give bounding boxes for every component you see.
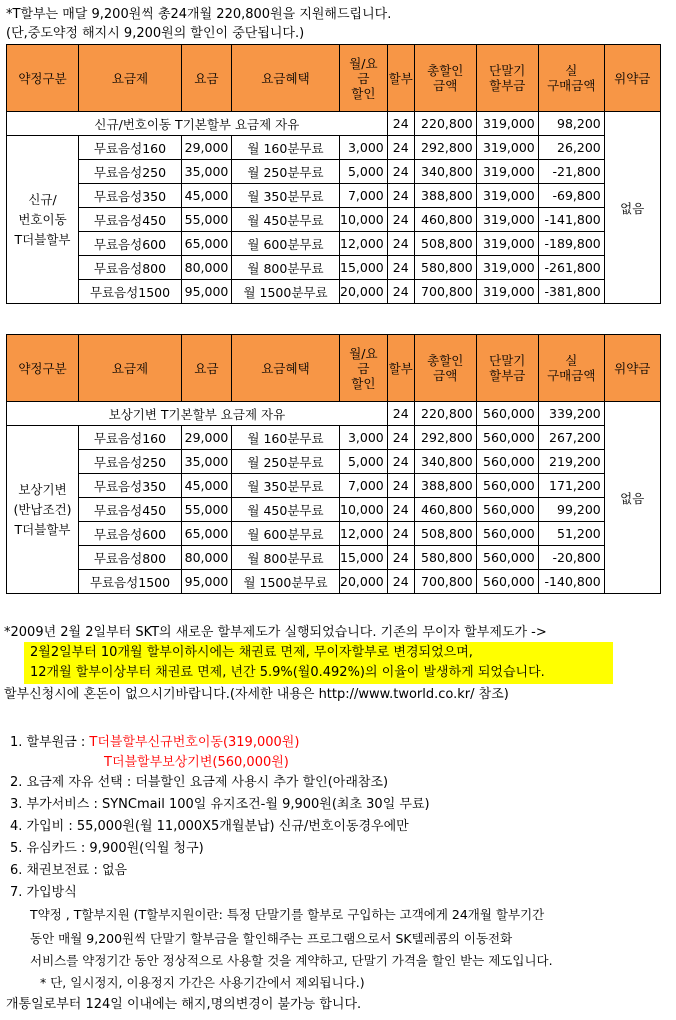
cell-benefit: 월 1500분무료 xyxy=(232,570,340,594)
table-row xyxy=(7,160,661,184)
cell-actual-price: 339,200 xyxy=(538,402,604,426)
cell-device-price: 560,000 xyxy=(476,546,538,570)
table-row xyxy=(7,498,661,522)
cell-installment: 24 xyxy=(387,522,414,546)
cell-fee: 55,000 xyxy=(182,498,232,522)
header-plan: 요금제 xyxy=(79,45,182,112)
list-paragraph-3: 서비스를 약정기간 동안 정상적으로 사용할 것을 계약하고, 단말기 가격을 할인 받는 제도입니다. xyxy=(30,953,553,968)
cell-discount: 12,000 xyxy=(340,522,388,546)
cell-fee: 35,000 xyxy=(182,450,232,474)
cell-discount: 10,000 xyxy=(340,208,388,232)
list-item-1-red-1: T더블할부신규번호이동(319,000원) xyxy=(89,735,300,750)
header-contract: 약정구분 xyxy=(7,45,79,112)
cell-discount: 7,000 xyxy=(340,184,388,208)
cell-actual-price: -381,800 xyxy=(538,280,604,304)
cell-installment: 24 xyxy=(387,136,414,160)
cell-device-price: 319,000 xyxy=(476,112,538,136)
list-paragraph-4: * 단, 일시정지, 이용정지 가간은 사용기간에서 제외됩니다.) xyxy=(40,975,365,990)
cell-actual-price: -21,800 xyxy=(538,160,604,184)
cell-benefit: 월 250분무료 xyxy=(232,450,340,474)
cell-discount: 3,000 xyxy=(340,136,388,160)
cell-plan: 무료음성160 xyxy=(79,426,182,450)
cell-plan: 무료음성350 xyxy=(79,474,182,498)
cell-fee: 29,000 xyxy=(182,136,232,160)
cell-benefit: 월 1500분무료 xyxy=(232,280,340,304)
header-total-discount: 총할인 금액 xyxy=(414,335,476,402)
cell-actual-price: -69,800 xyxy=(538,184,604,208)
list-item-1 xyxy=(10,734,299,752)
table-row xyxy=(7,570,661,594)
cell-fee: 95,000 xyxy=(182,280,232,304)
table-row xyxy=(7,450,661,474)
table-row xyxy=(7,426,661,450)
cell-installment: 24 xyxy=(387,426,414,450)
cell-installment: 24 xyxy=(387,184,414,208)
cell-benefit: 월 600분무료 xyxy=(232,232,340,256)
cell-fee: 65,000 xyxy=(182,522,232,546)
group-label: 신규/ 번호이동 T더블할부 xyxy=(7,136,79,304)
cell-plan: 무료음성1500 xyxy=(79,280,182,304)
cell-total-discount: 220,800 xyxy=(414,402,476,426)
cell-plan: 무료음성450 xyxy=(79,498,182,522)
cell-benefit: 월 800분무료 xyxy=(232,256,340,280)
cell-discount: 12,000 xyxy=(340,232,388,256)
table-row xyxy=(7,522,661,546)
cell-total-discount: 292,800 xyxy=(414,136,476,160)
cell-installment: 24 xyxy=(387,256,414,280)
header-device-price: 단말기 할부금 xyxy=(476,45,538,112)
cell-device-price: 319,000 xyxy=(476,184,538,208)
free-plan-label: 보상기변 T기본할부 요금제 자유 xyxy=(7,402,388,426)
cell-total-discount: 388,800 xyxy=(414,474,476,498)
cell-device-price: 319,000 xyxy=(476,208,538,232)
cell-installment: 24 xyxy=(387,546,414,570)
cell-device-price: 319,000 xyxy=(476,280,538,304)
cell-discount: 20,000 xyxy=(340,280,388,304)
cell-fee: 80,000 xyxy=(182,546,232,570)
cell-plan: 무료음성600 xyxy=(79,232,182,256)
final-notice: 개통일로부터 124일 이내에는 해지,명의변경이 불가능 합니다. xyxy=(6,997,362,1012)
table-row xyxy=(7,546,661,570)
cell-actual-price: 99,200 xyxy=(538,498,604,522)
cell-benefit: 월 160분무료 xyxy=(232,426,340,450)
cell-discount: 5,000 xyxy=(340,160,388,184)
table-row-free xyxy=(7,402,661,426)
intro-line-1: *T할부는 매달 9,200원씩 총24개월 220,800원을 지원해드립니다. xyxy=(6,7,392,22)
group-label: 보상기변 (반납조건) T더블할부 xyxy=(7,426,79,594)
cell-total-discount: 580,800 xyxy=(414,256,476,280)
cell-plan: 무료음성1500 xyxy=(79,570,182,594)
cell-plan: 무료음성250 xyxy=(79,160,182,184)
list-item-3: 3. 부가서비스 : SYNCmail 100일 유지조건-월 9,900원(최초 30일 무료) xyxy=(10,797,430,812)
notice-highlight-line-1: 2월2일부터 10개월 할부이하시에는 채권료 면제, 무이자할부로 변경되었으며, xyxy=(30,645,473,660)
cell-installment: 24 xyxy=(387,450,414,474)
list-item-1-label: 1. 할부원금 : xyxy=(10,735,90,750)
table-header-row xyxy=(7,45,661,112)
table-row xyxy=(7,232,661,256)
penalty-cell: 없음 xyxy=(604,402,660,594)
cell-total-discount: 220,800 xyxy=(414,112,476,136)
header-actual-price: 실 구매금액 xyxy=(538,335,604,402)
list-paragraph-2: 동안 매월 9,200원씩 단말기 할부금을 할인해주는 프로그램으로서 SK텔레콤의 이동전화 xyxy=(30,931,513,946)
cell-installment: 24 xyxy=(387,208,414,232)
table-row xyxy=(7,208,661,232)
pricing-table-new xyxy=(6,44,661,304)
header-actual-price: 실 구매금액 xyxy=(538,45,604,112)
cell-actual-price: 26,200 xyxy=(538,136,604,160)
cell-device-price: 560,000 xyxy=(476,498,538,522)
list-item-2: 2. 요금제 자유 선택 : 더블할인 요금제 사용시 추가 할인(아래참조) xyxy=(10,775,389,790)
table-row-free xyxy=(7,112,661,136)
list-item-7: 7. 가입방식 xyxy=(10,885,77,900)
cell-benefit: 월 250분무료 xyxy=(232,160,340,184)
header-benefit: 요금혜택 xyxy=(232,335,340,402)
cell-plan: 무료음성160 xyxy=(79,136,182,160)
cell-device-price: 560,000 xyxy=(476,522,538,546)
cell-installment: 24 xyxy=(387,280,414,304)
cell-benefit: 월 350분무료 xyxy=(232,184,340,208)
cell-plan: 무료음성600 xyxy=(79,522,182,546)
cell-benefit: 월 350분무료 xyxy=(232,474,340,498)
cell-installment: 24 xyxy=(387,570,414,594)
cell-plan: 무료음성250 xyxy=(79,450,182,474)
header-device-price: 단말기 할부금 xyxy=(476,335,538,402)
header-fee: 요금 xyxy=(182,335,232,402)
notice-highlight-line-2: 12개월 할부이상부터 채권료 면제, 년간 5.9%(월0.492%)의 이율이 발생하게 되었습니다. xyxy=(30,665,545,680)
cell-installment: 24 xyxy=(387,498,414,522)
header-fee: 요금 xyxy=(182,45,232,112)
cell-actual-price: 267,200 xyxy=(538,426,604,450)
cell-discount: 10,000 xyxy=(340,498,388,522)
list-item-6: 6. 채권보전료 : 없음 xyxy=(10,863,128,878)
cell-fee: 45,000 xyxy=(182,474,232,498)
table-row xyxy=(7,474,661,498)
cell-discount: 15,000 xyxy=(340,256,388,280)
cell-actual-price: -20,800 xyxy=(538,546,604,570)
cell-actual-price: 219,200 xyxy=(538,450,604,474)
cell-discount: 5,000 xyxy=(340,450,388,474)
cell-benefit: 월 450분무료 xyxy=(232,498,340,522)
cell-total-discount: 700,800 xyxy=(414,280,476,304)
table-row xyxy=(7,256,661,280)
cell-total-discount: 460,800 xyxy=(414,208,476,232)
cell-fee: 95,000 xyxy=(182,570,232,594)
cell-fee: 35,000 xyxy=(182,160,232,184)
cell-device-price: 560,000 xyxy=(476,426,538,450)
cell-fee: 29,000 xyxy=(182,426,232,450)
table-row xyxy=(7,184,661,208)
cell-device-price: 319,000 xyxy=(476,136,538,160)
header-installment: 할부 xyxy=(387,335,414,402)
intro-line-2: (단,중도약정 해지시 9,200원의 할인이 중단됩니다.) xyxy=(6,26,305,41)
cell-benefit: 월 160분무료 xyxy=(232,136,340,160)
free-plan-label: 신규/번호이동 T기본할부 요금제 자유 xyxy=(7,112,388,136)
cell-fee: 80,000 xyxy=(182,256,232,280)
cell-benefit: 월 450분무료 xyxy=(232,208,340,232)
list-item-4: 4. 가입비 : 55,000원(월 11,000X5개월분납) 신규/번호이동경우에만 xyxy=(10,819,409,834)
cell-discount: 7,000 xyxy=(340,474,388,498)
cell-discount: 3,000 xyxy=(340,426,388,450)
cell-total-discount: 340,800 xyxy=(414,160,476,184)
cell-benefit: 월 600분무료 xyxy=(232,522,340,546)
cell-benefit: 월 800분무료 xyxy=(232,546,340,570)
header-total-discount: 총할인 금액 xyxy=(414,45,476,112)
cell-total-discount: 460,800 xyxy=(414,498,476,522)
table-row xyxy=(7,280,661,304)
cell-total-discount: 580,800 xyxy=(414,546,476,570)
cell-installment: 24 xyxy=(387,402,414,426)
cell-fee: 55,000 xyxy=(182,208,232,232)
cell-installment: 24 xyxy=(387,160,414,184)
cell-actual-price: 51,200 xyxy=(538,522,604,546)
notice-line-4: 할부신청시에 혼돈이 없으시기바랍니다.(자세한 내용은 http://www.tworld.co.kr/ 참조) xyxy=(4,687,509,702)
header-plan: 요금제 xyxy=(79,335,182,402)
list-item-1-red-2: T더블할부보상기변(560,000원) xyxy=(104,755,289,770)
pricing-table-upgrade xyxy=(6,334,661,594)
cell-plan: 무료음성350 xyxy=(79,184,182,208)
list-item-5: 5. 유심카드 : 9,900원(익월 청구) xyxy=(10,841,204,856)
header-installment: 할부 xyxy=(387,45,414,112)
list-paragraph-1: T약정 , T할부지원 (T할부지원이란: 특정 단말기를 할부로 구입하는 고객에게 24개월 할부기간 xyxy=(30,907,545,922)
cell-total-discount: 508,800 xyxy=(414,232,476,256)
cell-device-price: 319,000 xyxy=(476,232,538,256)
header-monthly-discount: 월/요 금 할인 xyxy=(340,335,388,402)
header-benefit: 요금혜택 xyxy=(232,45,340,112)
cell-fee: 65,000 xyxy=(182,232,232,256)
penalty-cell: 없음 xyxy=(604,112,660,304)
header-monthly-discount: 월/요 금 할인 xyxy=(340,45,388,112)
header-penalty: 위약금 xyxy=(604,45,660,112)
cell-plan: 무료음성450 xyxy=(79,208,182,232)
cell-total-discount: 292,800 xyxy=(414,426,476,450)
cell-device-price: 560,000 xyxy=(476,474,538,498)
table-row xyxy=(7,136,661,160)
cell-device-price: 560,000 xyxy=(476,570,538,594)
cell-total-discount: 340,800 xyxy=(414,450,476,474)
cell-discount: 20,000 xyxy=(340,570,388,594)
cell-device-price: 560,000 xyxy=(476,402,538,426)
cell-total-discount: 700,800 xyxy=(414,570,476,594)
header-penalty: 위약금 xyxy=(604,335,660,402)
cell-total-discount: 388,800 xyxy=(414,184,476,208)
cell-plan: 무료음성800 xyxy=(79,546,182,570)
header-contract: 약정구분 xyxy=(7,335,79,402)
cell-discount: 15,000 xyxy=(340,546,388,570)
cell-installment: 24 xyxy=(387,232,414,256)
cell-actual-price: -189,800 xyxy=(538,232,604,256)
table-header-row xyxy=(7,335,661,402)
cell-device-price: 319,000 xyxy=(476,160,538,184)
cell-fee: 45,000 xyxy=(182,184,232,208)
cell-device-price: 560,000 xyxy=(476,450,538,474)
notice-line-1: *2009년 2월 2일부터 SKT의 새로운 할부제도가 실행되었습니다. 기존의 무이자 할부제도가 -> xyxy=(4,625,547,640)
cell-installment: 24 xyxy=(387,474,414,498)
cell-device-price: 319,000 xyxy=(476,256,538,280)
cell-plan: 무료음성800 xyxy=(79,256,182,280)
cell-total-discount: 508,800 xyxy=(414,522,476,546)
cell-actual-price: -141,800 xyxy=(538,208,604,232)
cell-actual-price: -261,800 xyxy=(538,256,604,280)
cell-installment: 24 xyxy=(387,112,414,136)
cell-actual-price: 98,200 xyxy=(538,112,604,136)
cell-actual-price: 171,200 xyxy=(538,474,604,498)
cell-actual-price: -140,800 xyxy=(538,570,604,594)
